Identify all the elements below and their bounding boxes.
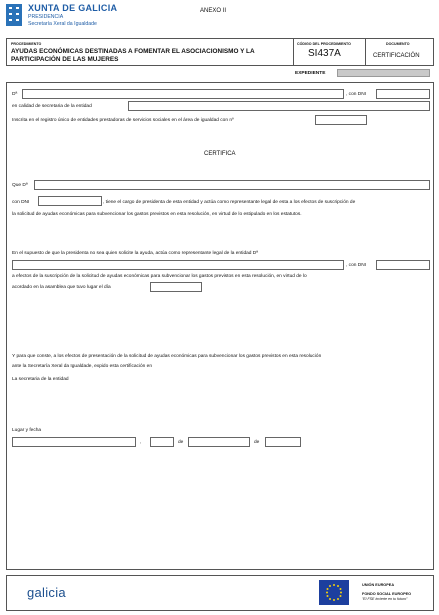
secretary-dni-label: , con DNI <box>346 92 366 97</box>
president-dni-label: con DNI <box>12 200 30 205</box>
expediente-label: EXPEDIENTE <box>295 71 326 76</box>
signer-label: La secretaria de la entidad <box>12 377 69 382</box>
procedure-code-cell <box>293 39 365 65</box>
place-date-label: Lugar y fecha <box>12 428 42 433</box>
president-role-text: , tiene el cargo de presidenta de esta entidad y actúa como representante legal de esta a los efectos de suscripción de <box>103 200 356 205</box>
day-field[interactable] <box>150 437 174 447</box>
procedure-box <box>6 38 434 66</box>
date-de-2: de <box>254 440 260 445</box>
alt-dni-label: , con DNI <box>346 263 366 268</box>
secretary-name-label: Dª <box>12 92 18 97</box>
president-role-text-2: la solicitud de ayudas económicas para subvencionar los gastos previstos en esta resolución, en virtud de lo estipulado en los estatutos. <box>12 212 302 217</box>
alt-text-1: a efectos de la suscripción de la solicitud de ayudas económicas para subvencionar los gastos previstos en esta resolución, en virtud de lo <box>12 274 307 279</box>
procedure-title: AYUDAS ECONÓMICAS DESTINADAS A FOMENTAR EL ASOCIACIONISMO Y LA PARTICIPACIÓN DE LAS MUJERES <box>11 48 255 63</box>
coat-of-arms-icon <box>6 4 22 26</box>
procedure-code: SI437A <box>308 48 341 59</box>
eu-union-label: UNIÓN EUROPEA <box>362 583 395 587</box>
procedure-label: PROCEDIMIENTO <box>11 42 42 46</box>
org-name: XUNTA DE GALICIA <box>28 3 118 13</box>
entity-name-field[interactable] <box>128 101 430 111</box>
date-de-1: de <box>178 440 184 445</box>
certifica-heading: CERTIFICA <box>204 151 236 157</box>
expediente-field[interactable] <box>337 69 430 77</box>
procedure-code-label: CÓDIGO DEL PROCEDIMIENTO <box>297 42 351 46</box>
president-name-field[interactable] <box>34 180 430 190</box>
alt-dni-field[interactable] <box>376 260 430 270</box>
year-field[interactable] <box>265 437 301 447</box>
month-field[interactable] <box>188 437 250 447</box>
registry-number-field[interactable] <box>315 115 367 125</box>
eu-flag-icon <box>319 580 349 605</box>
place-field[interactable] <box>12 437 136 447</box>
registry-label: Inscrita en el registro único de entidades prestadoras de servicios sociales en el área de igualdad con nº <box>12 118 234 123</box>
alt-text-2: acordado en la asamblea que tuvo lugar el día <box>12 285 111 290</box>
entity-label: en calidad de secretaria de la entidad <box>12 104 92 109</box>
secretary-name-field[interactable] <box>22 89 344 99</box>
xunta-logo <box>6 3 126 29</box>
eu-fund-label: FONDO SOCIAL EUROPEO <box>362 592 412 596</box>
galicia-brand-logo: galicia <box>27 585 66 600</box>
alt-representative-name-field[interactable] <box>12 260 344 270</box>
document-type-cell <box>365 39 434 65</box>
president-dni-field[interactable] <box>38 196 102 206</box>
department-name: PRESIDENCIA <box>28 14 64 20</box>
document-type: CERTIFICACIÓN <box>373 53 420 59</box>
annex-label: ANEXO II <box>200 8 227 14</box>
alt-representative-text: En el supuesto de que la presidenta no sea quien solicite la ayuda, actúa como representante legal de la entidad Dª <box>12 251 259 256</box>
secretary-dni-field[interactable] <box>376 89 430 99</box>
president-name-label: Que Dª <box>12 183 28 188</box>
closing-text-2: ante la Secretaría Xeral da Igualdade, expido esta certificación en <box>12 364 152 369</box>
closing-text-1: Y para que conste, a los efectos de presentación de la solicitud de ayudas económicas para subvencionar los gastos previstos en esta resolución <box>12 354 322 359</box>
eu-slogan: "El FSE invierte en tu futuro" <box>362 597 408 601</box>
document-label: DOCUMENTO <box>386 42 410 46</box>
assembly-date-field[interactable] <box>150 282 202 292</box>
secretariat-name: Secretaría Xeral da Igualdade <box>28 21 97 27</box>
place-comma: , <box>140 440 142 445</box>
